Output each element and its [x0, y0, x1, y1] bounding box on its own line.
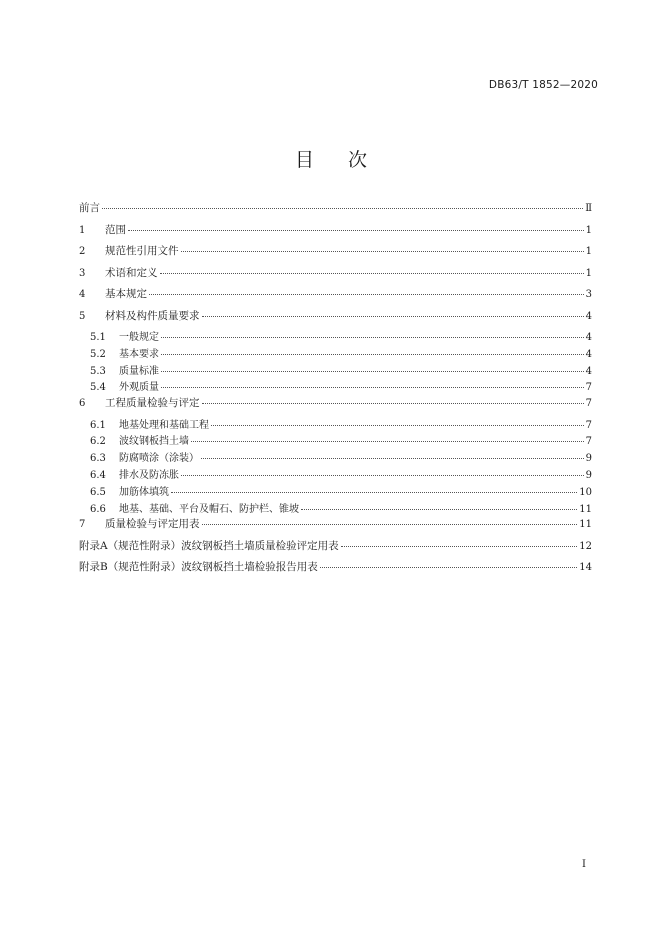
toc-page: Ⅱ	[585, 203, 592, 214]
toc-text: 波纹钢板挡土墙	[119, 436, 189, 448]
toc-subentry[interactable]	[79, 449, 592, 466]
toc-subentry[interactable]	[79, 432, 592, 449]
toc-number: 6.3	[90, 453, 106, 465]
toc-text: 防腐喷涂（涂装）	[119, 453, 199, 465]
standard-code: DB63/T 1852—2020	[488, 79, 598, 91]
toc-entry[interactable]	[79, 538, 592, 560]
toc-page: 1	[585, 267, 592, 279]
toc-number: 6.1	[90, 419, 106, 431]
toc-text: 加筋体填筑	[119, 486, 169, 498]
toc-subentry[interactable]	[79, 483, 592, 500]
toc-leader	[181, 474, 584, 476]
toc-leader	[160, 272, 584, 274]
toc-entry[interactable]	[79, 243, 592, 265]
toc-page: 12	[579, 540, 592, 552]
table-of-contents	[79, 200, 592, 581]
toc-page: 1	[585, 246, 592, 257]
toc-number: 5	[79, 310, 86, 322]
toc-leader	[301, 508, 577, 510]
toc-subentry[interactable]	[79, 500, 592, 517]
toc-text: 基本要求	[119, 348, 159, 360]
toc-entry[interactable]	[79, 200, 592, 222]
toc-number: 3	[79, 267, 86, 279]
toc-text: 范围	[105, 223, 126, 236]
toc-number: 1	[79, 224, 86, 236]
toc-leader	[128, 229, 584, 231]
toc-entry[interactable]	[79, 265, 592, 287]
toc-page: 4	[585, 365, 592, 377]
toc-subentry[interactable]	[79, 378, 592, 395]
toc-text: 基本规定	[105, 288, 147, 300]
toc-number: 6	[79, 398, 86, 410]
toc-subentry[interactable]	[79, 416, 592, 433]
toc-leader	[161, 386, 584, 388]
toc-subentry[interactable]	[79, 345, 592, 362]
toc-page: 9	[585, 453, 592, 465]
toc-page: 7	[585, 436, 592, 448]
page-number: I	[582, 859, 586, 870]
toc-number: 5.2	[90, 348, 106, 360]
toc-leader	[202, 523, 578, 525]
toc-number: 6.2	[90, 436, 106, 448]
toc-entry[interactable]	[79, 308, 592, 330]
toc-text: 地基、基础、平台及帽石、防护栏、锥坡	[119, 503, 299, 515]
toc-entry[interactable]	[79, 559, 592, 581]
toc-leader	[191, 440, 584, 442]
toc-number: 5.1	[90, 332, 106, 343]
toc-page: 7	[585, 419, 592, 431]
toc-entry[interactable]	[79, 516, 592, 538]
toc-leader	[341, 545, 578, 547]
toc-text: 质量标准	[119, 365, 159, 377]
toc-text: 术语和定义	[105, 266, 158, 279]
toc-subentry[interactable]	[79, 328, 592, 345]
toc-number: 5.4	[90, 382, 106, 394]
toc-text: 排水及防冻胀	[119, 470, 179, 482]
toc-number: 2	[79, 246, 86, 257]
toc-page: 14	[579, 562, 592, 574]
toc-page: 4	[585, 332, 592, 343]
toc-entry[interactable]	[79, 395, 592, 417]
toc-page: 4	[585, 310, 592, 322]
toc-entry[interactable]	[79, 286, 592, 308]
toc-leader	[320, 566, 578, 568]
toc-leader	[211, 424, 584, 426]
toc-text: 材料及构件质量要求	[105, 309, 200, 322]
toc-leader	[149, 293, 584, 295]
toc-leader	[202, 315, 584, 317]
toc-number: 5.3	[90, 365, 106, 377]
toc-text: 工程质量检验与评定	[105, 397, 200, 410]
toc-leader	[171, 491, 577, 493]
toc-leader	[202, 402, 584, 404]
toc-text: 附录A（规范性附录）波纹钢板挡土墙质量检验评定用表	[79, 539, 339, 552]
toc-page: 3	[585, 289, 592, 300]
toc-subentry[interactable]	[79, 362, 592, 379]
toc-text: 附录B（规范性附录）波纹钢板挡土墙检验报告用表	[79, 561, 318, 574]
toc-number: 6.6	[90, 503, 106, 515]
toc-leader	[201, 457, 584, 459]
title-char-2: 次	[348, 149, 368, 171]
toc-text: 规范性引用文件	[105, 245, 179, 257]
toc-page: 10	[579, 486, 592, 498]
toc-text: 前言	[79, 202, 100, 214]
toc-leader	[102, 207, 583, 209]
toc-number: 6.5	[90, 486, 106, 498]
toc-leader	[161, 353, 584, 355]
toc-page: 11	[579, 519, 592, 531]
toc-entry[interactable]	[79, 222, 592, 244]
toc-page: 4	[585, 348, 592, 360]
toc-text: 质量检验与评定用表	[105, 518, 200, 531]
toc-text: 一般规定	[119, 332, 159, 343]
toc-number: 6.4	[90, 470, 106, 482]
toc-leader	[161, 370, 584, 372]
toc-page: 9	[585, 470, 592, 482]
toc-text: 外观质量	[119, 382, 159, 394]
toc-number: 4	[79, 289, 86, 300]
title-char-1: 目	[294, 149, 314, 171]
toc-text: 地基处理和基础工程	[119, 419, 209, 431]
toc-subentry[interactable]	[79, 466, 592, 483]
toc-page: 1	[585, 224, 592, 236]
toc-leader	[161, 336, 584, 338]
toc-page: 11	[579, 503, 592, 515]
toc-page: 7	[585, 382, 592, 394]
toc-page: 7	[585, 398, 592, 410]
page-title	[0, 145, 662, 172]
toc-number: 7	[79, 519, 86, 531]
toc-leader	[181, 250, 584, 252]
